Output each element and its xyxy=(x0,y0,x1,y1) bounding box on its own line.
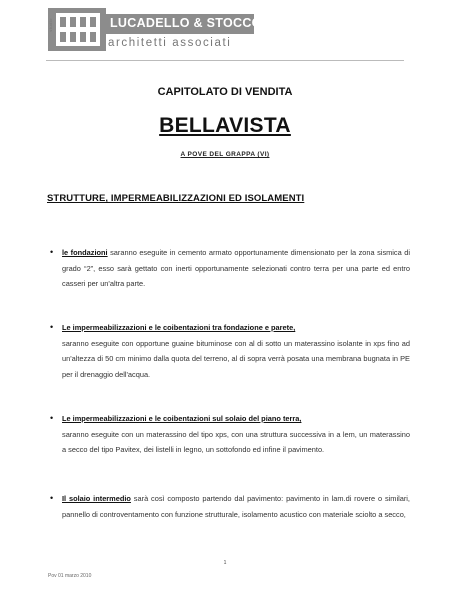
list-item xyxy=(50,411,410,458)
item-text: sarà così composto partendo dal pavimento: pavimento in lam.di rovere o similari, pannello di controventamento con funzione strutturale, isolamento acustico con materiale sciolto a secco, xyxy=(62,494,410,519)
bullet-icon: • xyxy=(50,322,54,332)
item-lead: Le impermeabilizzazioni e le coibentazioni sul solaio del piano terra, xyxy=(62,414,302,423)
company-logo xyxy=(48,8,263,54)
section-title: STRUTTURE, IMPERMEABILIZZAZIONI ED ISOLAMENTI xyxy=(47,193,305,204)
bullet-icon: • xyxy=(50,247,54,257)
document-title: CAPITOLATO DI VENDITA xyxy=(157,86,293,98)
footer-note: Pov 01 marzo 2010 xyxy=(48,573,92,579)
bullet-icon: • xyxy=(50,413,54,423)
list-item xyxy=(50,245,410,292)
item-lead: Le impermeabilizzazioni e le coibentazioni tra fondazione e parete, xyxy=(62,323,296,332)
logo-mark-icon xyxy=(48,8,106,51)
item-text: saranno eseguite con opportune guaine bituminose con al di sotto un materassino isolante in xps fino ad un'altezza di 50 cm minimo dalla quota del terreno, al di sopra verrà posata una membrana bugnata in PE per il drenaggio dell'acqua. xyxy=(62,338,410,379)
item-text: saranno eseguite con un materassino del tipo xps, con una struttura successiva in a lem, un materassino a secco del tipo Pavitex, dei listelli in legno, un sottofondo ed infine il pavimento. xyxy=(62,429,410,455)
list-item xyxy=(50,491,410,522)
project-name: BELLAVISTA xyxy=(159,114,291,137)
bullet-icon: • xyxy=(50,493,54,503)
header-divider xyxy=(46,60,404,61)
list-item xyxy=(50,320,410,382)
logo-side-text: studio xyxy=(48,18,53,32)
item-lead: Il solaio intermedio xyxy=(62,494,131,503)
page-number: 1 xyxy=(223,560,227,566)
logo-name: LUCADELLO & STOCCO xyxy=(110,16,262,30)
item-lead: le fondazioni xyxy=(62,248,108,257)
item-text: saranno eseguite in cemento armato opportunamente dimensionato per la zona sismica di grado “2”, esso sarà gettato con inerti opportunamente selezionati contro terra per una parte ed entro casseri per un'altra parte. xyxy=(62,248,410,289)
project-location: A POVE DEL GRAPPA (VI) xyxy=(180,151,270,158)
logo-subtitle: architetti associati xyxy=(108,37,232,49)
